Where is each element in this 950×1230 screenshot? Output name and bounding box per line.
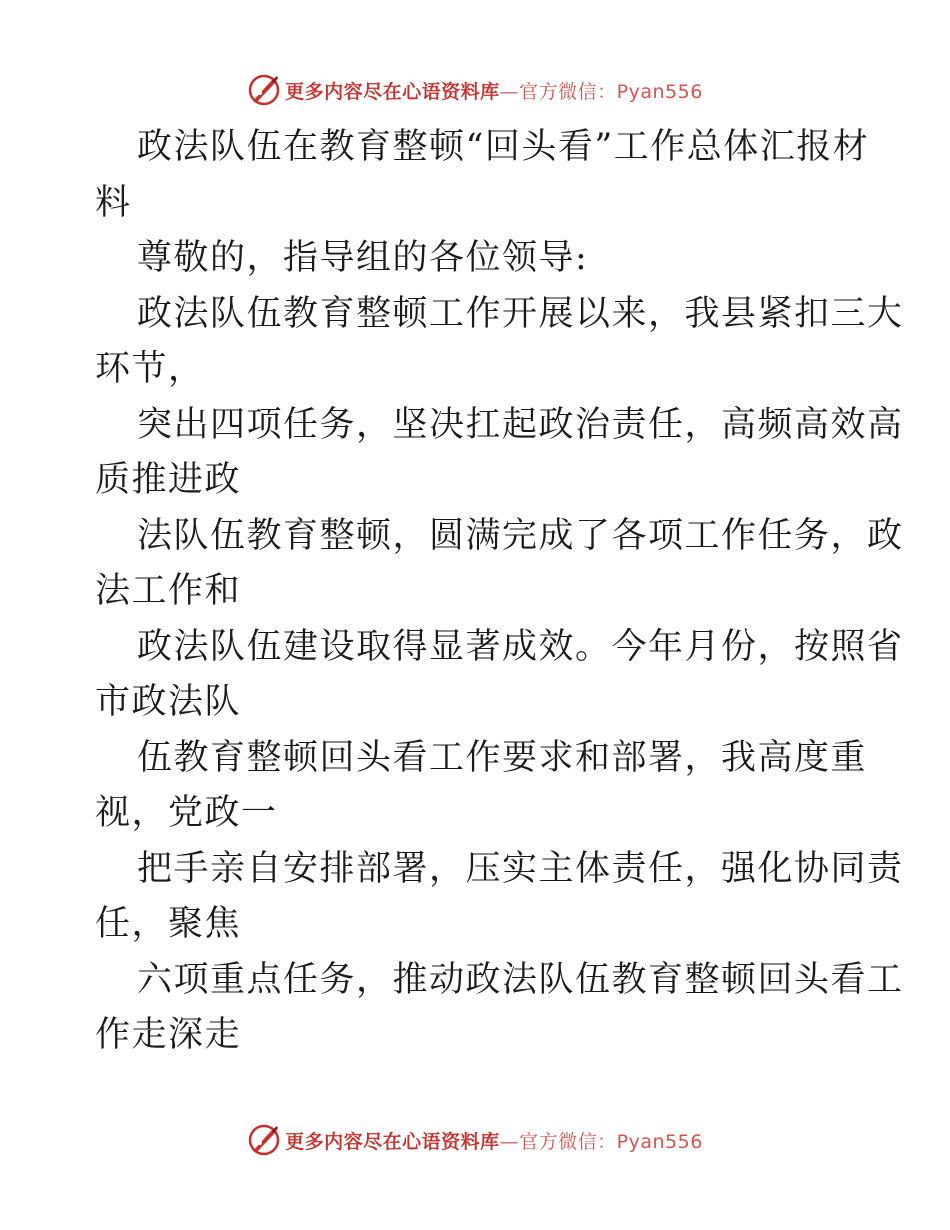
doc-line: 法队伍教育整顿，圆满完成了各项工作任务，政 — [137, 515, 904, 556]
doc-line: 尊敬的，指导组的各位领导: — [137, 238, 589, 278]
doc-line: 视，党政一 — [95, 793, 278, 833]
doc-line: 市政法队 — [95, 682, 242, 722]
doc-line: 伍教育整顿回头看工作要求和部署，我高度重 — [137, 737, 868, 778]
banner-brand: 更多内容尽在心语资料库 — [285, 80, 500, 103]
footer-banner — [0, 1120, 950, 1160]
banner-contact: 官方微信：Pyan556 — [519, 80, 703, 103]
banner-brand: 更多内容尽在心语资料库 — [285, 1130, 500, 1153]
doc-line: 质推进政 — [95, 460, 242, 500]
header-banner — [0, 70, 950, 110]
doc-line: 料 — [95, 182, 132, 223]
doc-line: 六项重点任务，推动政法队伍教育整顿回头看工 — [137, 959, 904, 1000]
banner-contact: 官方微信：Pyan556 — [519, 1130, 703, 1153]
banner-separator: — — [499, 80, 520, 103]
quill-pen-logo-icon — [247, 73, 281, 107]
banner-text — [285, 77, 703, 104]
doc-line: 作走深走 — [95, 1015, 242, 1055]
doc-line: 把手亲自安排部署，压实主体责任，强化协同责 — [137, 848, 904, 889]
banner-text — [285, 1127, 703, 1154]
doc-line: 政法队伍在教育整顿“回头看”工作总体汇报材 — [137, 127, 870, 167]
doc-line: 环节， — [95, 349, 205, 389]
doc-line: 政法队伍教育整顿工作开展以来，我县紧扣三大 — [137, 293, 904, 334]
quill-pen-logo-icon — [247, 1123, 281, 1157]
banner-separator: — — [499, 1130, 520, 1153]
doc-line: 任，聚焦 — [95, 904, 242, 944]
doc-line: 政法队伍建设取得显著成效。今年月份，按照省 — [137, 626, 904, 667]
doc-line: 法工作和 — [95, 571, 242, 611]
document-body — [95, 120, 904, 1064]
doc-line: 突出四项任务，坚决扛起政治责任，高频高效高 — [137, 404, 904, 445]
